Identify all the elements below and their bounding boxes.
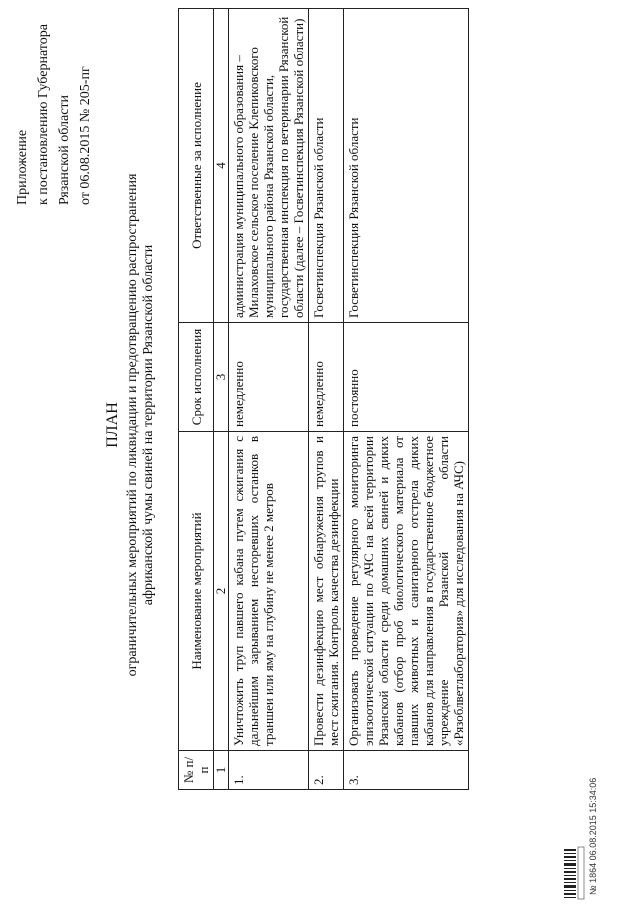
row-number: 3. [344, 751, 469, 790]
column-number: 1 [214, 751, 229, 790]
registration-barcode-stamp [560, 800, 586, 900]
row-action: Провести дезинфекцию мест обнаружения трупов и мест сжигания. Контроль качества дезинфекции [309, 432, 344, 751]
row-action: Уничтожить труп павшего кабана путем сжигания с дальнейшим зарыванием несгоревших останков в траншеи или яму на глубину не менее 2 метров [229, 432, 309, 751]
table-row [309, 9, 344, 790]
table-row [344, 9, 469, 790]
column-number: 2 [214, 432, 229, 751]
row-term: немедленно [229, 323, 309, 432]
column-number: 4 [214, 9, 229, 323]
plan-heading: ПЛАН [104, 402, 121, 448]
table-row [229, 9, 309, 790]
registration-footer: № 1864 06.08.2015 15:34:06 [588, 777, 598, 895]
header-responsible: Ответственные за исполнение [179, 9, 214, 323]
annex-decree-ref: к постановлению Губернатора [36, 24, 51, 205]
document-title [105, 55, 157, 795]
measures-table [178, 8, 469, 790]
row-responsible: Госветинспекция Рязанской области [309, 9, 344, 323]
plan-subtitle-line2: африканской чумы свиней на территории Рязанской области [141, 244, 156, 606]
column-number-row [214, 9, 229, 790]
header-term: Срок исполнения [179, 323, 214, 432]
row-number: 2. [309, 751, 344, 790]
column-number: 3 [214, 323, 229, 432]
row-responsible: Госветинспекция Рязанской области [344, 9, 469, 323]
row-responsible: администрация муниципального образования – Милаховское сельское поселение Клепиковского муниципального района Рязанской области, государственная инспекция по ветеринарии Рязанской области (далее – Госветинспекция Рязанской области) [229, 9, 309, 323]
annex-title: Приложение [15, 129, 30, 205]
row-term: постоянно [344, 323, 469, 432]
annex-region: Рязанской области [57, 94, 72, 205]
header-action: Наименование мероприятий [179, 432, 214, 751]
annex-date: от 06.08.2015 № 205-пг [78, 66, 93, 205]
row-action: Организовать проведение регулярного мониторинга эпизоотической ситуации по АЧС на всей территории Рязанской области среди домашних свиней и диких кабанов (отбор проб биологического материала от павших животных и санитарного отстрела диких кабанов для направления в государственное бюджетное учреждение Рязанской области «Рязоблветлаборатория» для исследования на АЧС) [344, 432, 469, 751]
plan-subtitle-line1: ограничительных мероприятий по ликвидации и предотвращению распространения [125, 173, 140, 677]
row-number: 1. [229, 751, 309, 790]
header-number: № п/п [179, 751, 214, 790]
annex-block [12, 5, 96, 205]
row-term: немедленно [309, 323, 344, 432]
table-header-row [179, 9, 214, 790]
